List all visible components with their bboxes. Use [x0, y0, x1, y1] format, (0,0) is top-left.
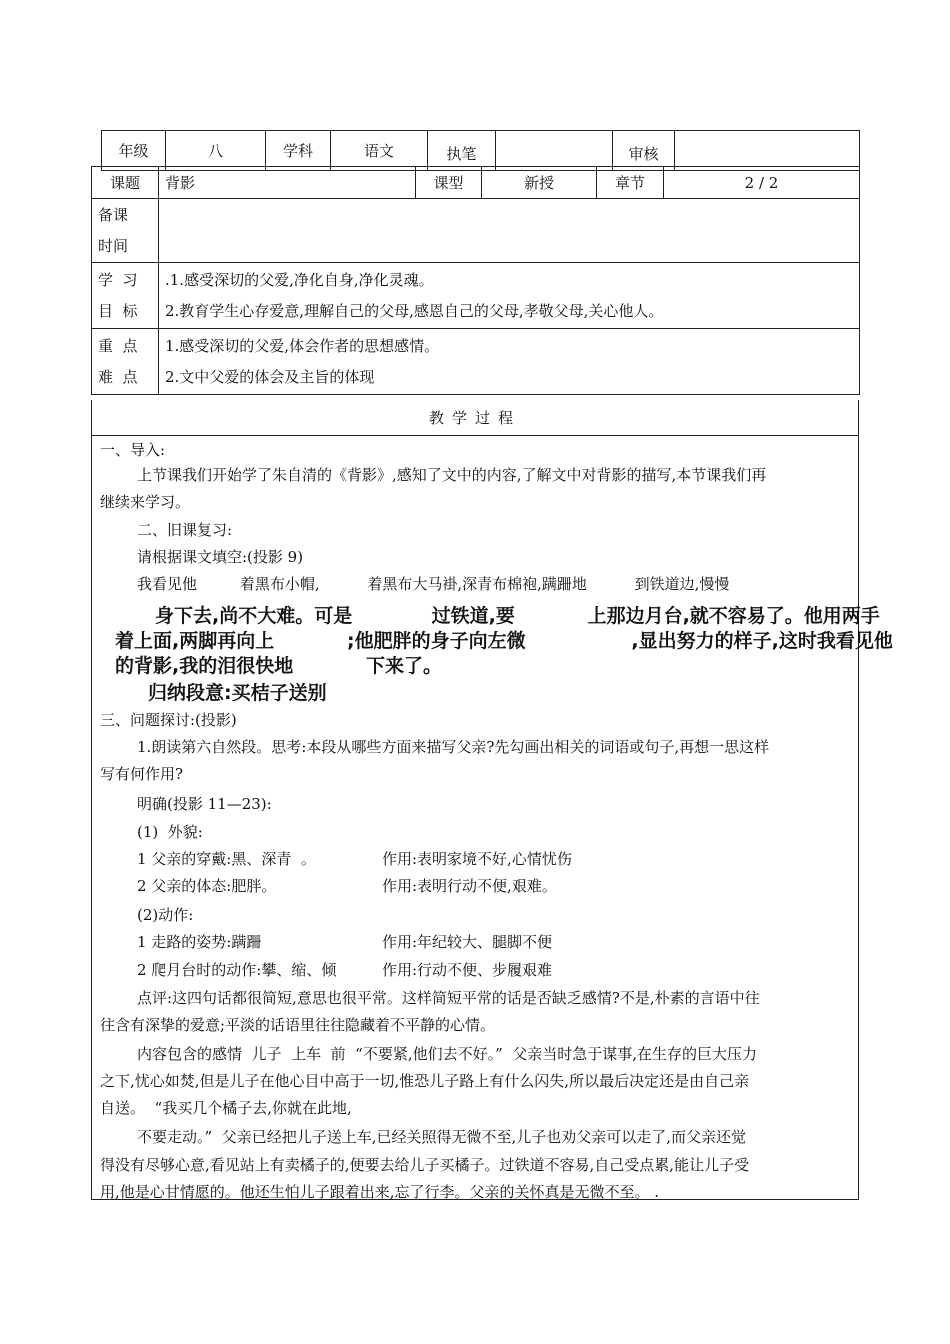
type-value: 新授 — [482, 167, 597, 199]
grade-label: 年级 — [102, 131, 166, 171]
goal-item: 2.教育学生心存爱意,理解自己的父母,感恩自己的父母,孝敬父母,关心他人。 — [165, 301, 664, 320]
analysis-paragraph: 之下,忧心如焚,但是儿子在他心目中高于一切,惟恐儿子路上有什么闪失,所以最后决定还是由自己亲 — [100, 1072, 750, 1090]
paragraph: 请根据课文填空:(投影 9) — [137, 548, 304, 566]
goals-content — [159, 263, 860, 329]
analysis-item: 1 父亲的穿戴:黑、深青 。 — [137, 850, 316, 868]
topic-label: 课题 — [92, 167, 159, 199]
analysis-paragraph: 得没有尽够心意,看见站上有卖橘子的,便要去给儿子买橘子。过铁道不容易,自己受点累,能让儿子受 — [100, 1156, 750, 1174]
review-value — [675, 131, 860, 171]
topic-row — [92, 167, 860, 199]
analysis-paragraph: 自送。 “我买几个橘子去,你就在此地, — [100, 1099, 352, 1117]
section-intro-heading: 一、导入: — [100, 441, 166, 459]
key-points-row — [92, 329, 860, 395]
analysis-paragraph: 用,他是心甘情愿的。他还生怕儿子跟着出来,忘了行李。父亲的关怀真是无微不至。 . — [100, 1183, 660, 1201]
goals-label — [92, 263, 159, 329]
topic-value: 背影 — [159, 167, 416, 199]
author-value — [496, 131, 613, 171]
subheading: (1) 外貌: — [137, 823, 203, 841]
key-point-item: 2.文中父爱的体会及主旨的体现 — [165, 367, 375, 386]
answer-heading: 明确(投影 11—23): — [137, 795, 272, 813]
fill-blank-line: 我看见他 着黑布小帽, 着黑布大马褂,深青布棉袍,蹒跚地 到铁道边,慢慢 — [137, 575, 730, 593]
analysis-effect: 作用:年纪较大、腿脚不便 — [382, 933, 553, 951]
header-table — [101, 130, 860, 171]
goal-item: .1.感受深切的父爱,净化自身,净化灵魂。 — [165, 270, 434, 289]
comment: 点评:这四句话都很简短,意思也很平常。这样简短平常的话是否缺乏感情?不是,朴素的言语中往 — [137, 989, 760, 1007]
question: 写有何作用? — [100, 765, 184, 783]
key-label-line-1: 重 点 — [98, 336, 138, 355]
key-points-label — [92, 329, 159, 395]
type-label: 课型 — [416, 167, 482, 199]
fill-blank-bold-line: 的背影,我的泪很快地 下来了。 — [115, 655, 442, 677]
goals-label-line-2: 目 标 — [98, 301, 138, 320]
teaching-process-title: 教学过程 — [91, 400, 859, 436]
author-label: 执笔 — [428, 131, 496, 171]
question: 1.朗读第六自然段。思考:本段从哪些方面来描写父亲?先勾画出相关的词语或句子,再想一思这样 — [137, 738, 770, 756]
grade-value: 八 — [166, 131, 266, 171]
goals-label-line-1: 学 习 — [98, 270, 138, 289]
goals-row — [92, 263, 860, 329]
subject-value: 语文 — [331, 131, 428, 171]
header-row — [102, 131, 860, 171]
section-discussion-heading: 三、问题探讨:(投影) — [100, 711, 237, 729]
analysis-effect: 作用:表明行动不便,艰难。 — [382, 877, 557, 895]
analysis-item: 2 父亲的体态:肥胖。 — [137, 877, 277, 895]
subject-label: 学科 — [266, 131, 331, 171]
key-points-content — [159, 329, 860, 395]
key-label-line-2: 难 点 — [98, 367, 138, 386]
paragraph: 上节课我们开始学了朱自清的《背影》,感知了文中的内容,了解文中对背影的描写,本节课我们再 — [137, 466, 767, 484]
analysis-effect: 作用:表明家境不好,心情忧伤 — [382, 850, 572, 868]
info-table — [91, 166, 860, 395]
fill-blank-bold-line: 身下去,尚不大难。可是 过铁道,要 上那边月台,就不容易了。他用两手 — [155, 605, 880, 627]
analysis-paragraph: 不要走动。” 父亲已经把儿子送上车,已经关照得无微不至,儿子也劝父亲可以走了,而父亲还觉 — [137, 1128, 747, 1146]
paragraph: 继续来学习。 — [100, 493, 191, 511]
section-review-heading: 二、旧课复习: — [137, 521, 233, 539]
prep-time-row — [92, 199, 860, 263]
subheading: (2)动作: — [137, 906, 194, 924]
key-point-item: 1.感受深切的父爱,体会作者的思想感情。 — [165, 336, 440, 355]
prep-label-line-2: 时间 — [98, 236, 129, 255]
prep-time-value — [159, 199, 860, 263]
review-label: 审核 — [613, 131, 675, 171]
analysis-effect: 作用:行动不便、步履艰难 — [382, 961, 553, 979]
prep-time-label — [92, 199, 159, 263]
comment: 往含有深挚的爱意;平淡的话语里往往隐藏着不平静的心情。 — [100, 1016, 496, 1034]
chapter-value: 2 / 2 — [664, 167, 860, 199]
prep-label-line-1: 备课 — [98, 205, 129, 224]
analysis-item: 2 爬月台时的动作:攀、缩、倾 — [137, 961, 337, 979]
chapter-label: 章节 — [597, 167, 664, 199]
fill-blank-bold-line: 着上面,两脚再向上 ;他肥胖的身子向左微 ,显出努力的样子,这时我看见他 — [115, 630, 893, 652]
analysis-paragraph: 内容包含的感情 儿子 上车 前 “不要紧,他们去不好。” 父亲当时急于谋事,在生存的巨大压力 — [137, 1045, 758, 1063]
paragraph-summary: 归纳段意:买桔子送别 — [148, 682, 327, 704]
analysis-item: 1 走路的姿势:蹒跚 — [137, 933, 262, 951]
